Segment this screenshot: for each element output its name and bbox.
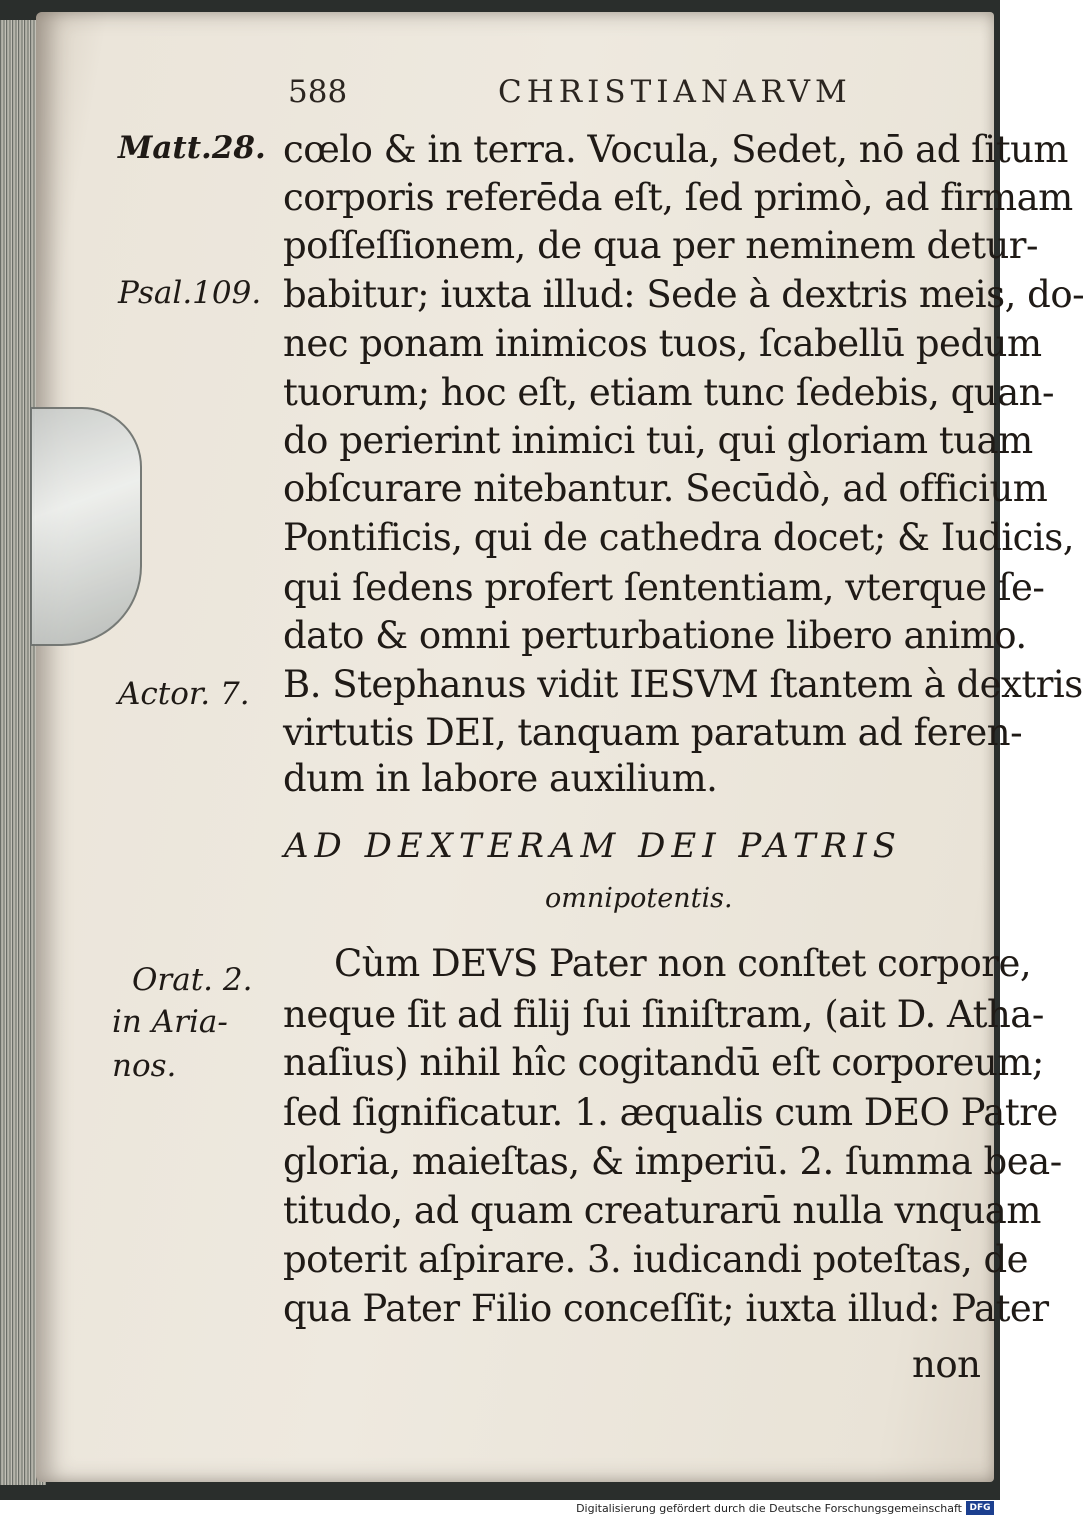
catchword: non — [912, 1343, 981, 1386]
text-line: do perierint inimici tui, qui gloriam tuam — [283, 419, 1033, 462]
text-line: Pontificis, qui de cathedra docet; & Iudicis, — [283, 516, 1074, 559]
text-line: tuorum; hoc eſt, etiam tunc ſedebis, quan- — [283, 371, 1054, 414]
margin-note-psal: Psal.109. — [118, 275, 262, 311]
text-line: Cùm DEVS Pater non conſtet corpore, — [334, 942, 1032, 985]
text-line: virtutis DEI, tanquam paratum ad feren- — [283, 711, 1023, 754]
funding-credit: Digitalisierung gefördert durch die Deutsche Forschungsgemeinschaft — [576, 1502, 962, 1515]
bookmark-ribbon — [30, 407, 142, 646]
text-line: qui ſedens profert ſententiam, vterque ſe- — [283, 566, 1045, 609]
dfg-logo-icon: DFG — [966, 1501, 994, 1515]
text-line: cœlo & in terra. Vocula, Sedet, nō ad ſitum — [283, 128, 1068, 171]
page-number: 588 — [288, 74, 348, 110]
margin-note-orat: Orat. 2. — [132, 962, 253, 998]
margin-note-nos: nos. — [112, 1048, 177, 1084]
text-line: naſius) nihil hîc cogitandū eſt corporeum; — [283, 1041, 1044, 1084]
text-line: nec ponam inimicos tuos, ſcabellū pedum — [283, 322, 1042, 365]
text-line: titudo, ad quam creaturarū nulla vnquam — [283, 1189, 1041, 1232]
text-line: dum in labore auxilium. — [283, 757, 718, 800]
text-line: neque ſit ad filij ſui ſiniſtram, (ait D. Atha- — [283, 993, 1044, 1036]
text-line: poterit aſpirare. 3. iudicandi poteſtas, de — [283, 1238, 1029, 1281]
text-line: qua Pater Filio conceſſit; iuxta illud: Pater — [283, 1287, 1049, 1330]
margin-note-matt: Matt.28. — [118, 130, 266, 166]
section-heading: AD DEXTERAM DEI PATRIS — [284, 826, 902, 866]
running-title: CHRISTIANARVM — [498, 74, 852, 110]
section-subheading: omnipotentis. — [545, 883, 733, 914]
text-line: B. Stephanus vidit IESVM ſtantem à dextris — [283, 663, 1083, 706]
margin-note-actor: Actor. 7. — [118, 676, 250, 712]
text-line: ſed ſignificatur. 1. æqualis cum DEO Patre — [283, 1091, 1058, 1134]
text-line: corporis referēda eſt, ſed primò, ad firmam — [283, 176, 1073, 219]
text-line: gloria, maieſtas, & imperiū. 2. ſumma bea- — [283, 1140, 1062, 1183]
text-line: babitur; iuxta illud: Sede à dextris meis, do- — [283, 273, 1084, 316]
text-line: poſſeſſionem, de qua per neminem detur- — [283, 224, 1038, 267]
text-line: obſcurare nitebantur. Secūdò, ad officium — [283, 467, 1048, 510]
text-line: dato & omni perturbatione libero animo. — [283, 614, 1027, 657]
margin-note-arianos: in Aria- — [112, 1004, 228, 1040]
